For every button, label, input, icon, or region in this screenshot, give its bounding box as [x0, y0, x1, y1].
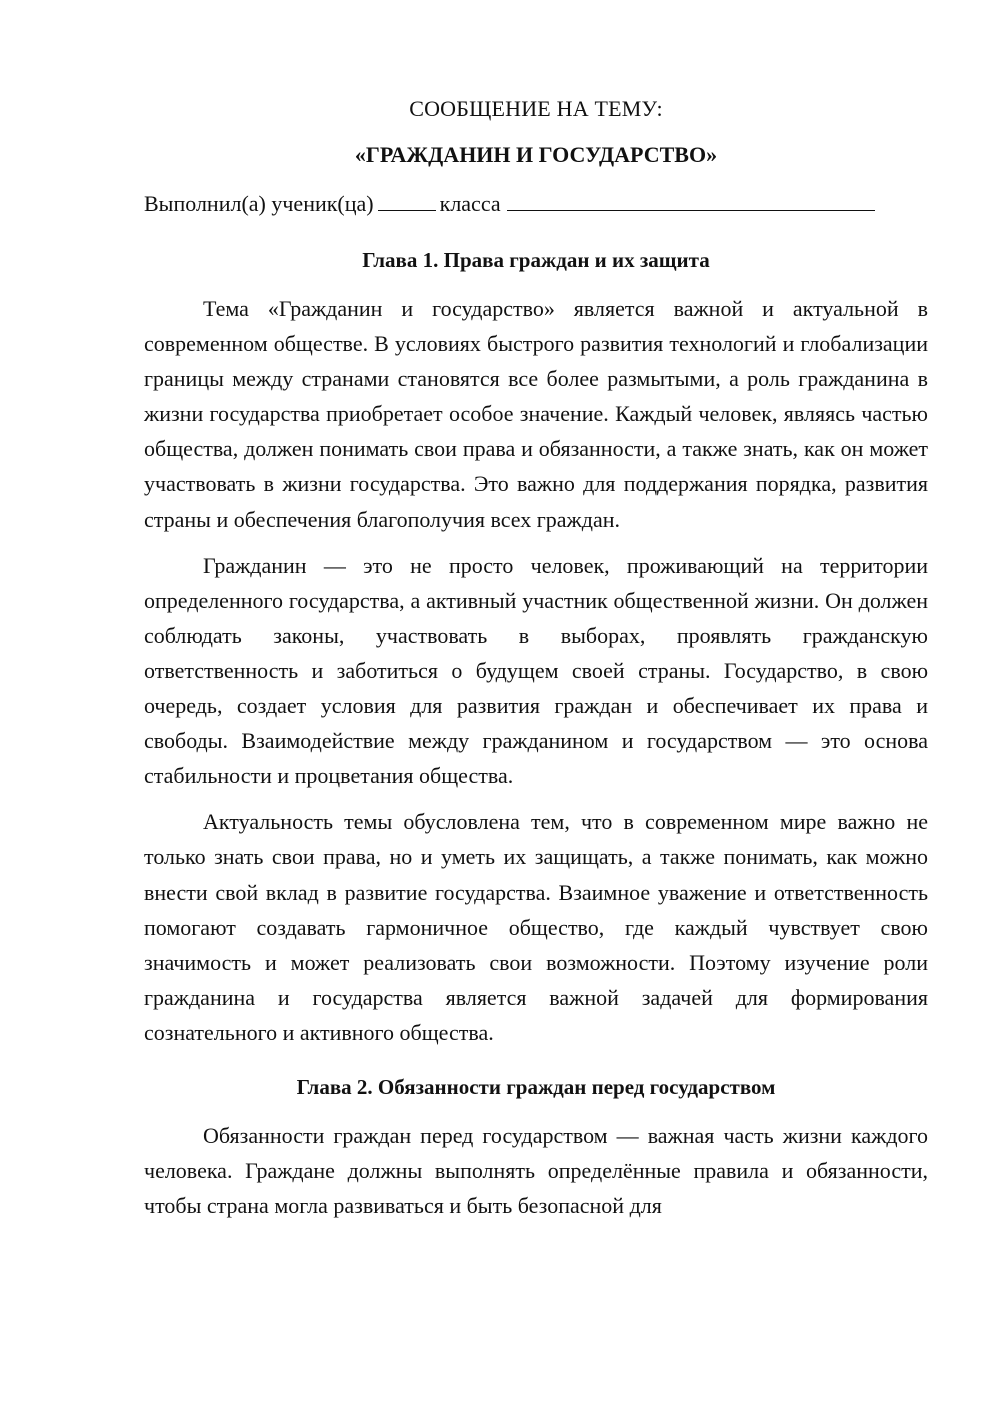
grade-blank-field: [378, 188, 436, 211]
chapter-1-paragraph-3: Актуальность темы обусловлена тем, что в современном мире важно не только знать свои права, но и уметь их защищать, а также понимать, как можно внести свой вклад в развитие государства. Взаимное уважение и ответственность помогают создавать гармоничное общество, где каждый чувствует свою значимость и может реализовать свои возможности. Поэтому изучение роли гражданина и государства является важной задачей для формирования сознательного и активного общества.: [144, 809, 928, 1045]
document-title-line-2: «ГРАЖДАНИН И ГОСУДАРСТВО»: [354, 142, 718, 167]
performed-by-label: Выполнил(а) ученик(ца): [144, 191, 374, 216]
chapter-2-heading: Глава 2. Обязанности граждан перед государством: [296, 1074, 776, 1099]
chapter-1-heading: Глава 1. Права граждан и их защита: [362, 248, 710, 272]
chapter-1-paragraph-2: Гражданин — это не просто человек, проживающий на территории определенного государства, а активный участник общественной жизни. Он должен соблюдать законы, участвовать в выборах, проявлять гражданскую ответственность и заботиться о будущем своей страны. Государство, в свою очередь, создает условия для развития граждан и обеспечивает их права и свободы. Взаимодействие между гражданином и государством — это основа стабильности и процветания общества.: [144, 552, 928, 789]
class-blank-field: [507, 188, 875, 211]
document-content: [144, 94, 928, 1223]
chapter-2-paragraph-1: Обязанности граждан перед государством — важная часть жизни каждого человека. Граждане должны выполнять определённые правила и обязанности, чтобы страна могла развиваться и быть безопасной для: [144, 1122, 928, 1219]
class-label: класса: [439, 191, 501, 216]
author-line: [144, 188, 928, 219]
chapter-1-paragraph-1: Тема «Гражданин и государство» является важной и актуальной в современном обществе. В условиях быстрого развития технологий и глобализации границы между странами становятся все более размытыми, а роль гражданина в жизни государства приобретает особое значение. Каждый человек, являясь частью общества, должен понимать свои права и обязанности, а также знать, как он может участвовать в жизни государства. Это важно для поддержания порядка, развития страны и обеспечения благополучия всех граждан.: [144, 296, 928, 532]
document-title-line-1: СООБЩЕНИЕ НА ТЕМУ:: [409, 96, 663, 121]
